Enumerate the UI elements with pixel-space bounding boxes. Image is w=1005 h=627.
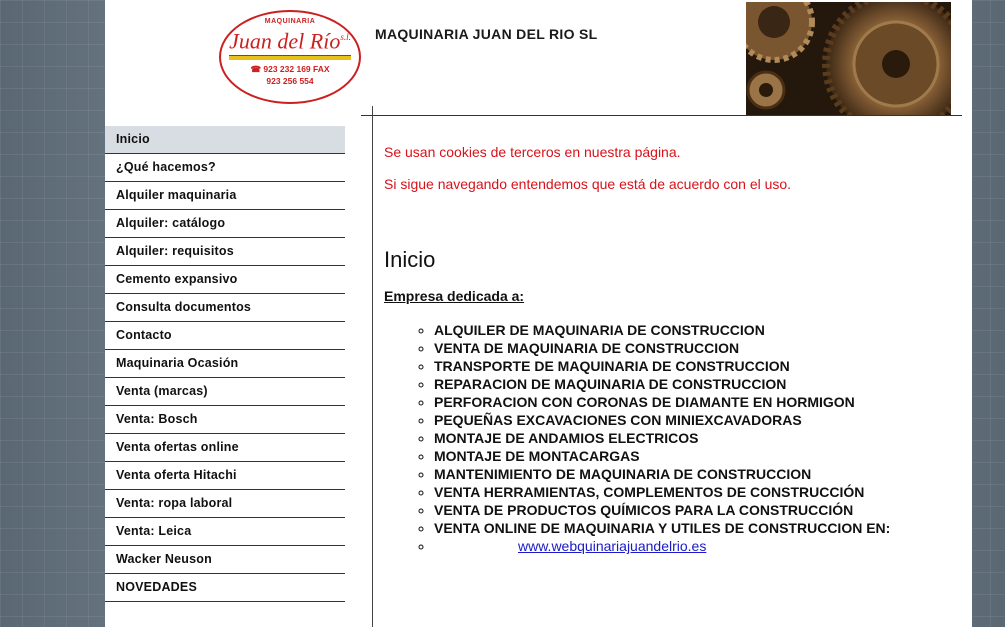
nav-item-maquinaria-ocasion[interactable]: Maquinaria Ocasión xyxy=(105,350,345,378)
page-container xyxy=(105,0,972,627)
nav-item-venta-ropa-laboral[interactable]: Venta: ropa laboral xyxy=(105,490,345,518)
nav-item-alquiler-requisitos[interactable]: Alquiler: requisitos xyxy=(105,238,345,266)
cookie-notice-1: Se usan cookies de terceros en nuestra página. xyxy=(384,144,681,160)
nav-item-alquiler-catalogo[interactable]: Alquiler: catálogo xyxy=(105,210,345,238)
list-item: ◦ REPARACION DE MAQUINARIA DE CONSTRUCCION xyxy=(434,375,964,393)
cookie-notice-2: Si sigue navegando entendemos que está de acuerdo con el uso. xyxy=(384,176,792,192)
nav-item-inicio[interactable]: Inicio xyxy=(105,126,345,154)
nav-item-venta-bosch[interactable]: Venta: Bosch xyxy=(105,406,345,434)
list-item: ◦ VENTA DE MAQUINARIA DE CONSTRUCCION xyxy=(434,339,964,357)
list-item: ◦ VENTA DE PRODUCTOS QUÍMICOS PARA LA CONSTRUCCIÓN xyxy=(434,501,964,519)
list-item: ◦ PERFORACION CON CORONAS DE DIAMANTE EN HORMIGON xyxy=(434,393,964,411)
nav-item-novedades[interactable]: NOVEDADES xyxy=(105,574,345,602)
section-subtitle: Empresa dedicada a: xyxy=(384,288,525,304)
site-title: MAQUINARIA JUAN DEL RIO SL xyxy=(375,26,598,42)
nav-item-venta-oferta-hitachi[interactable]: Venta oferta Hitachi xyxy=(105,462,345,490)
sidebar-nav xyxy=(105,126,345,602)
shop-link[interactable]: www.webquinariajuandelrio.es xyxy=(518,538,707,554)
nav-item-venta-marcas[interactable]: Venta (marcas) xyxy=(105,378,345,406)
logo-phone-2: 923 256 554 xyxy=(266,76,314,87)
gears-icon xyxy=(746,2,951,116)
list-item: ◦ PEQUEÑAS EXCAVACIONES CON MINIEXCAVADORAS xyxy=(434,411,964,429)
list-item: ◦ ALQUILER DE MAQUINARIA DE CONSTRUCCION xyxy=(434,321,964,339)
logo-name: Juan del Río$^{s.l.}$ xyxy=(229,28,351,54)
gears-image xyxy=(746,2,951,116)
list-item: ◦ TRANSPORTE DE MAQUINARIA DE CONSTRUCCION xyxy=(434,357,964,375)
nav-item-wacker-neuson[interactable]: Wacker Neuson xyxy=(105,546,345,574)
nav-item-venta-ofertas-online[interactable]: Venta ofertas online xyxy=(105,434,345,462)
nav-item-que-hacemos[interactable]: ¿Qué hacemos? xyxy=(105,154,345,182)
logo-phone-1: ☎ 923 232 169 FAX xyxy=(250,64,330,75)
list-item xyxy=(434,537,964,555)
logo-stripe xyxy=(229,55,351,60)
list-item: ◦ MANTENIMIENTO DE MAQUINARIA DE CONSTRUCCION xyxy=(434,465,964,483)
list-item: ◦ MONTAJE DE MONTACARGAS xyxy=(434,447,964,465)
nav-item-venta-leica[interactable]: Venta: Leica xyxy=(105,518,345,546)
nav-item-alquiler-maquinaria[interactable]: Alquiler maquinaria xyxy=(105,182,345,210)
services-list xyxy=(384,321,964,555)
header-divider xyxy=(361,115,962,116)
nav-item-consulta-documentos[interactable]: Consulta documentos xyxy=(105,294,345,322)
list-item: ◦ MONTAJE DE ANDAMIOS ELECTRICOS xyxy=(434,429,964,447)
column-divider xyxy=(372,106,373,627)
logo-top-text: MAQUINARIA xyxy=(264,18,316,25)
nav-item-contacto[interactable]: Contacto xyxy=(105,322,345,350)
page-title: Inicio xyxy=(384,247,436,272)
company-logo[interactable] xyxy=(219,10,361,104)
list-item: ◦ VENTA ONLINE DE MAQUINARIA Y UTILES DE CONSTRUCCION EN: xyxy=(434,519,964,537)
nav-item-cemento-expansivo[interactable]: Cemento expansivo xyxy=(105,266,345,294)
list-item: ◦ VENTA HERRAMIENTAS, COMPLEMENTOS DE CONSTRUCCIÓN xyxy=(434,483,964,501)
main-content xyxy=(384,140,964,555)
